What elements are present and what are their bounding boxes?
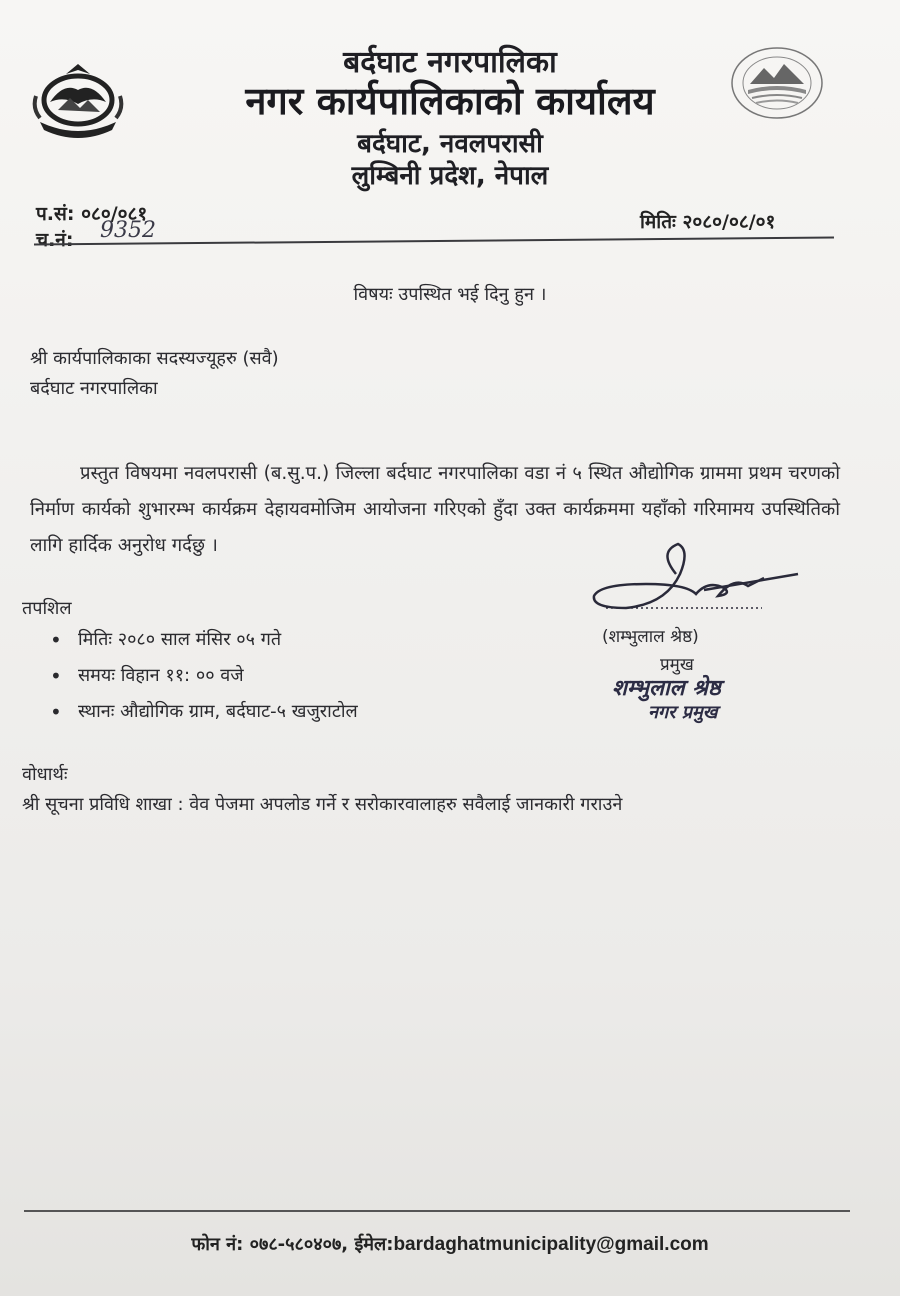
municipality-name: बर्दघाट नगरपालिका	[343, 45, 557, 80]
footer-email-label: ईमेल:	[354, 1234, 394, 1255]
handwritten-signature	[586, 534, 806, 628]
province-line: लुम्बिनी प्रदेश, नेपाल	[351, 161, 549, 191]
letter-date: मितिः २०८०/०८/०१	[640, 211, 776, 233]
fiscal-reference: प.सं: ०८०/०८१	[36, 203, 148, 225]
footer-phone: फोन नं: ०७८-५८०४०७,	[191, 1234, 349, 1255]
footer-divider	[24, 1210, 850, 1212]
recipient-line-1: श्री कार्यपालिकाका सदस्यज्यूहरु (सवै)	[30, 348, 279, 369]
dispatch-label: च.नं:	[36, 229, 74, 251]
list-item: • मितिः २०८० साल मंसिर ०५ गते	[50, 624, 358, 660]
details-list	[50, 624, 358, 732]
letter-body: प्रस्तुत विषयमा नवलपरासी (ब.सु.प.) जिल्ला बर्दघाट नगरपालिका वडा नं ५ स्थित औद्योगिक ग्राममा प्रथम चरणको निर्माण कार्यको शुभारम्भ कार्यक्रम देहायवमोजिम आयोजना गरिएको हुँदा उक्त कार्यक्रममा यहाँको गरिमामय उपस्थितिको लागि हार्दिक अनुरोध गर्दछु ।	[30, 463, 840, 556]
list-item: • स्थानः औद्योगिक ग्राम, बर्दघाट-५ खजुराटोल	[50, 696, 358, 732]
footer-email: bardaghatmunicipality@gmail.com	[393, 1234, 709, 1255]
stamp-name: शम्भुलाल श्रेष्ठ	[612, 676, 721, 701]
footer-contact	[0, 1232, 900, 1256]
district-line: बर्दघाट, नवलपरासी	[357, 129, 543, 159]
dispatch-number: 9352	[100, 218, 156, 243]
recipient-line-2: बर्दघाट नगरपालिका	[30, 378, 158, 399]
subject-line: विषयः उपस्थित भई दिनु हुन ।	[353, 284, 547, 305]
list-item: • समयः विहान ११: ०० वजे	[50, 660, 358, 696]
signatory-title: प्रमुख	[660, 655, 694, 675]
office-name: नगर कार्यपालिकाको कार्यालय	[245, 79, 655, 123]
details-heading: तपशिल	[22, 598, 72, 619]
stamp-title: नगर प्रमुख	[648, 702, 718, 723]
cc-line: श्री सूचना प्रविधि शाखा : वेव पेजमा अपलोड गर्ने र सरोकारवालाहरु सवैलाई जानकारी गराउने	[22, 794, 623, 815]
cc-heading: वोधार्थः	[22, 764, 68, 785]
signatory-name: (शम्भुलाल श्रेष्ठ)	[602, 627, 699, 647]
